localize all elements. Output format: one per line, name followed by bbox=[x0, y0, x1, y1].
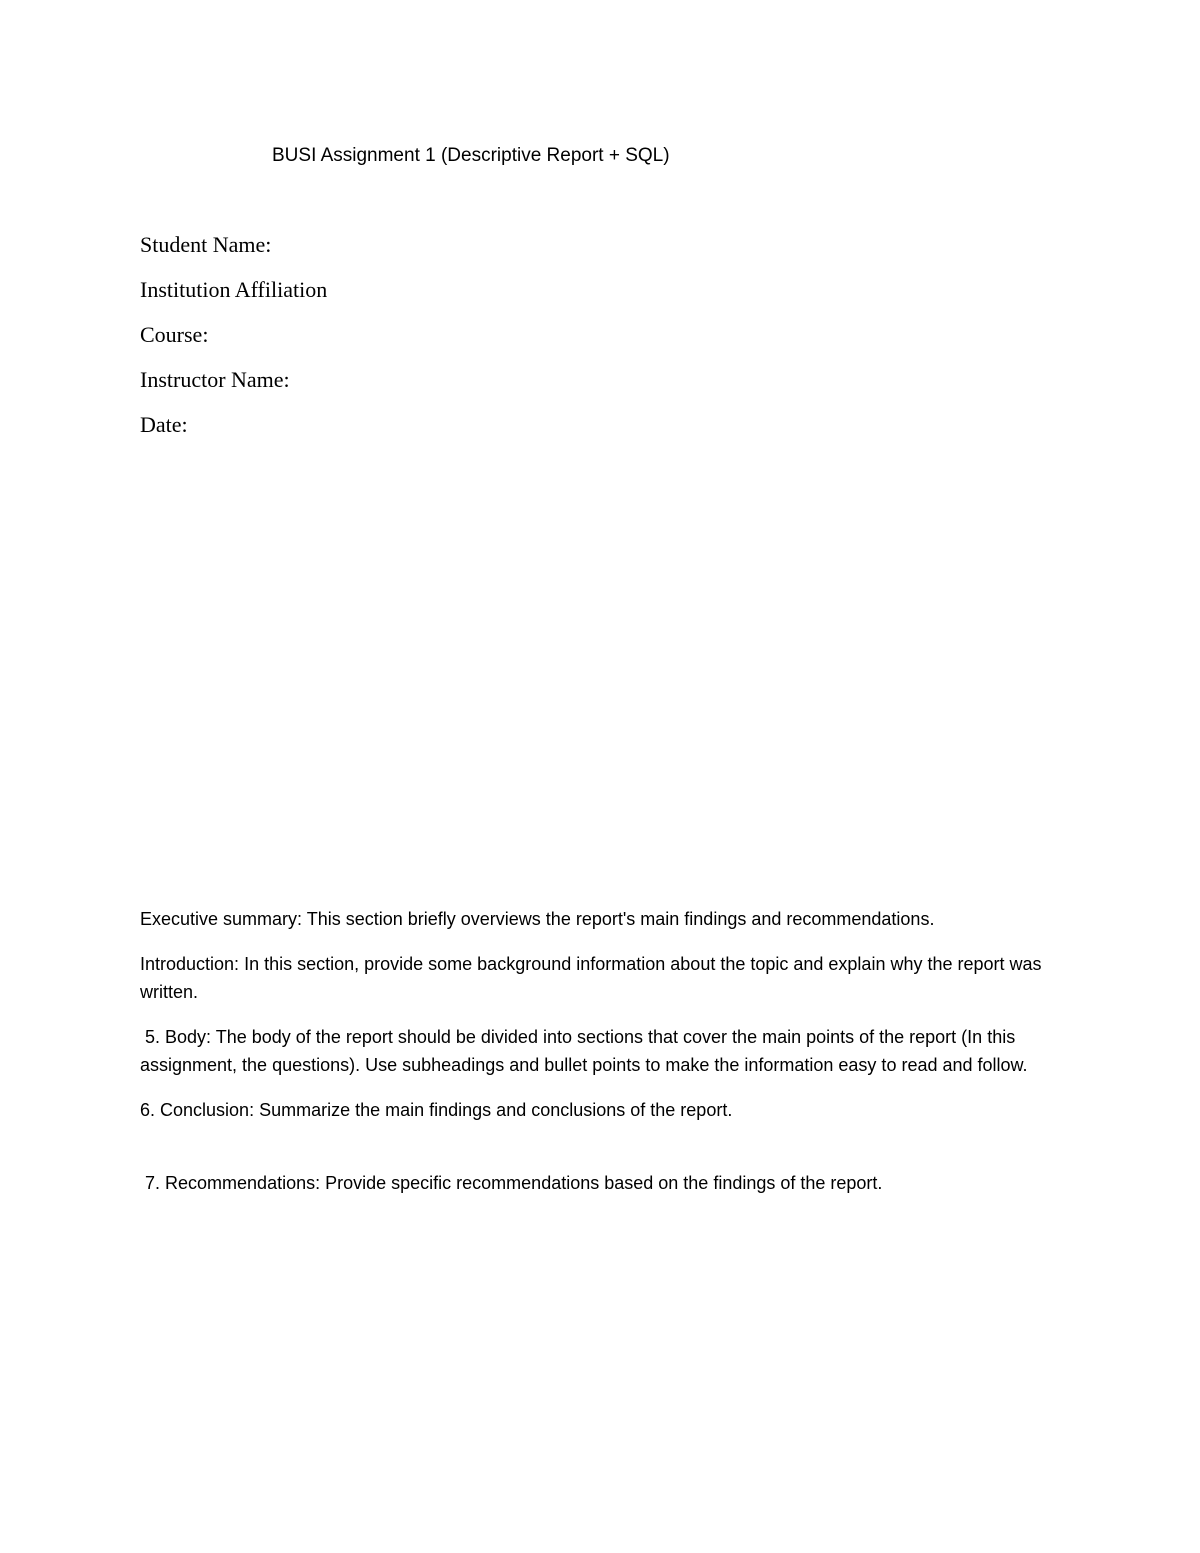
section-text: Summarize the main findings and conclusions of the report. bbox=[254, 1100, 733, 1120]
section-label: Executive summary: bbox=[140, 909, 303, 929]
cover-fields bbox=[140, 230, 840, 455]
student-name-field: Student Name: bbox=[140, 232, 272, 257]
section-recommendations bbox=[140, 1169, 1070, 1197]
document-title: BUSI Assignment 1 (Descriptive Report + SQL) bbox=[272, 145, 670, 166]
date-field: Date: bbox=[140, 412, 188, 437]
report-sections bbox=[140, 905, 1070, 1214]
institution-affiliation-field: Institution Affiliation bbox=[140, 277, 328, 302]
section-conclusion bbox=[140, 1096, 1070, 1124]
instructor-name-field: Instructor Name: bbox=[140, 367, 290, 392]
section-body bbox=[140, 1023, 1070, 1079]
section-text: Provide specific recommendations based on the findings of the report. bbox=[320, 1173, 883, 1193]
section-label: 6. Conclusion: bbox=[140, 1100, 255, 1120]
section-label: 7. Recommendations: bbox=[140, 1173, 321, 1193]
section-label: Introduction: bbox=[140, 954, 240, 974]
section-executive-summary bbox=[140, 905, 1070, 933]
section-text: In this section, provide some background information about the topic and explain why the report was written. bbox=[140, 954, 1042, 1002]
section-text: This section briefly overviews the report's main findings and recommendations. bbox=[302, 909, 935, 929]
section-text: The body of the report should be divided into sections that cover the main points of the report (In this assignment, the questions). Use subheadings and bullet points to make the information easy to read and follow. bbox=[140, 1027, 1028, 1075]
course-field: Course: bbox=[140, 322, 209, 347]
section-introduction bbox=[140, 950, 1070, 1006]
section-label: 5. Body: bbox=[140, 1027, 212, 1047]
